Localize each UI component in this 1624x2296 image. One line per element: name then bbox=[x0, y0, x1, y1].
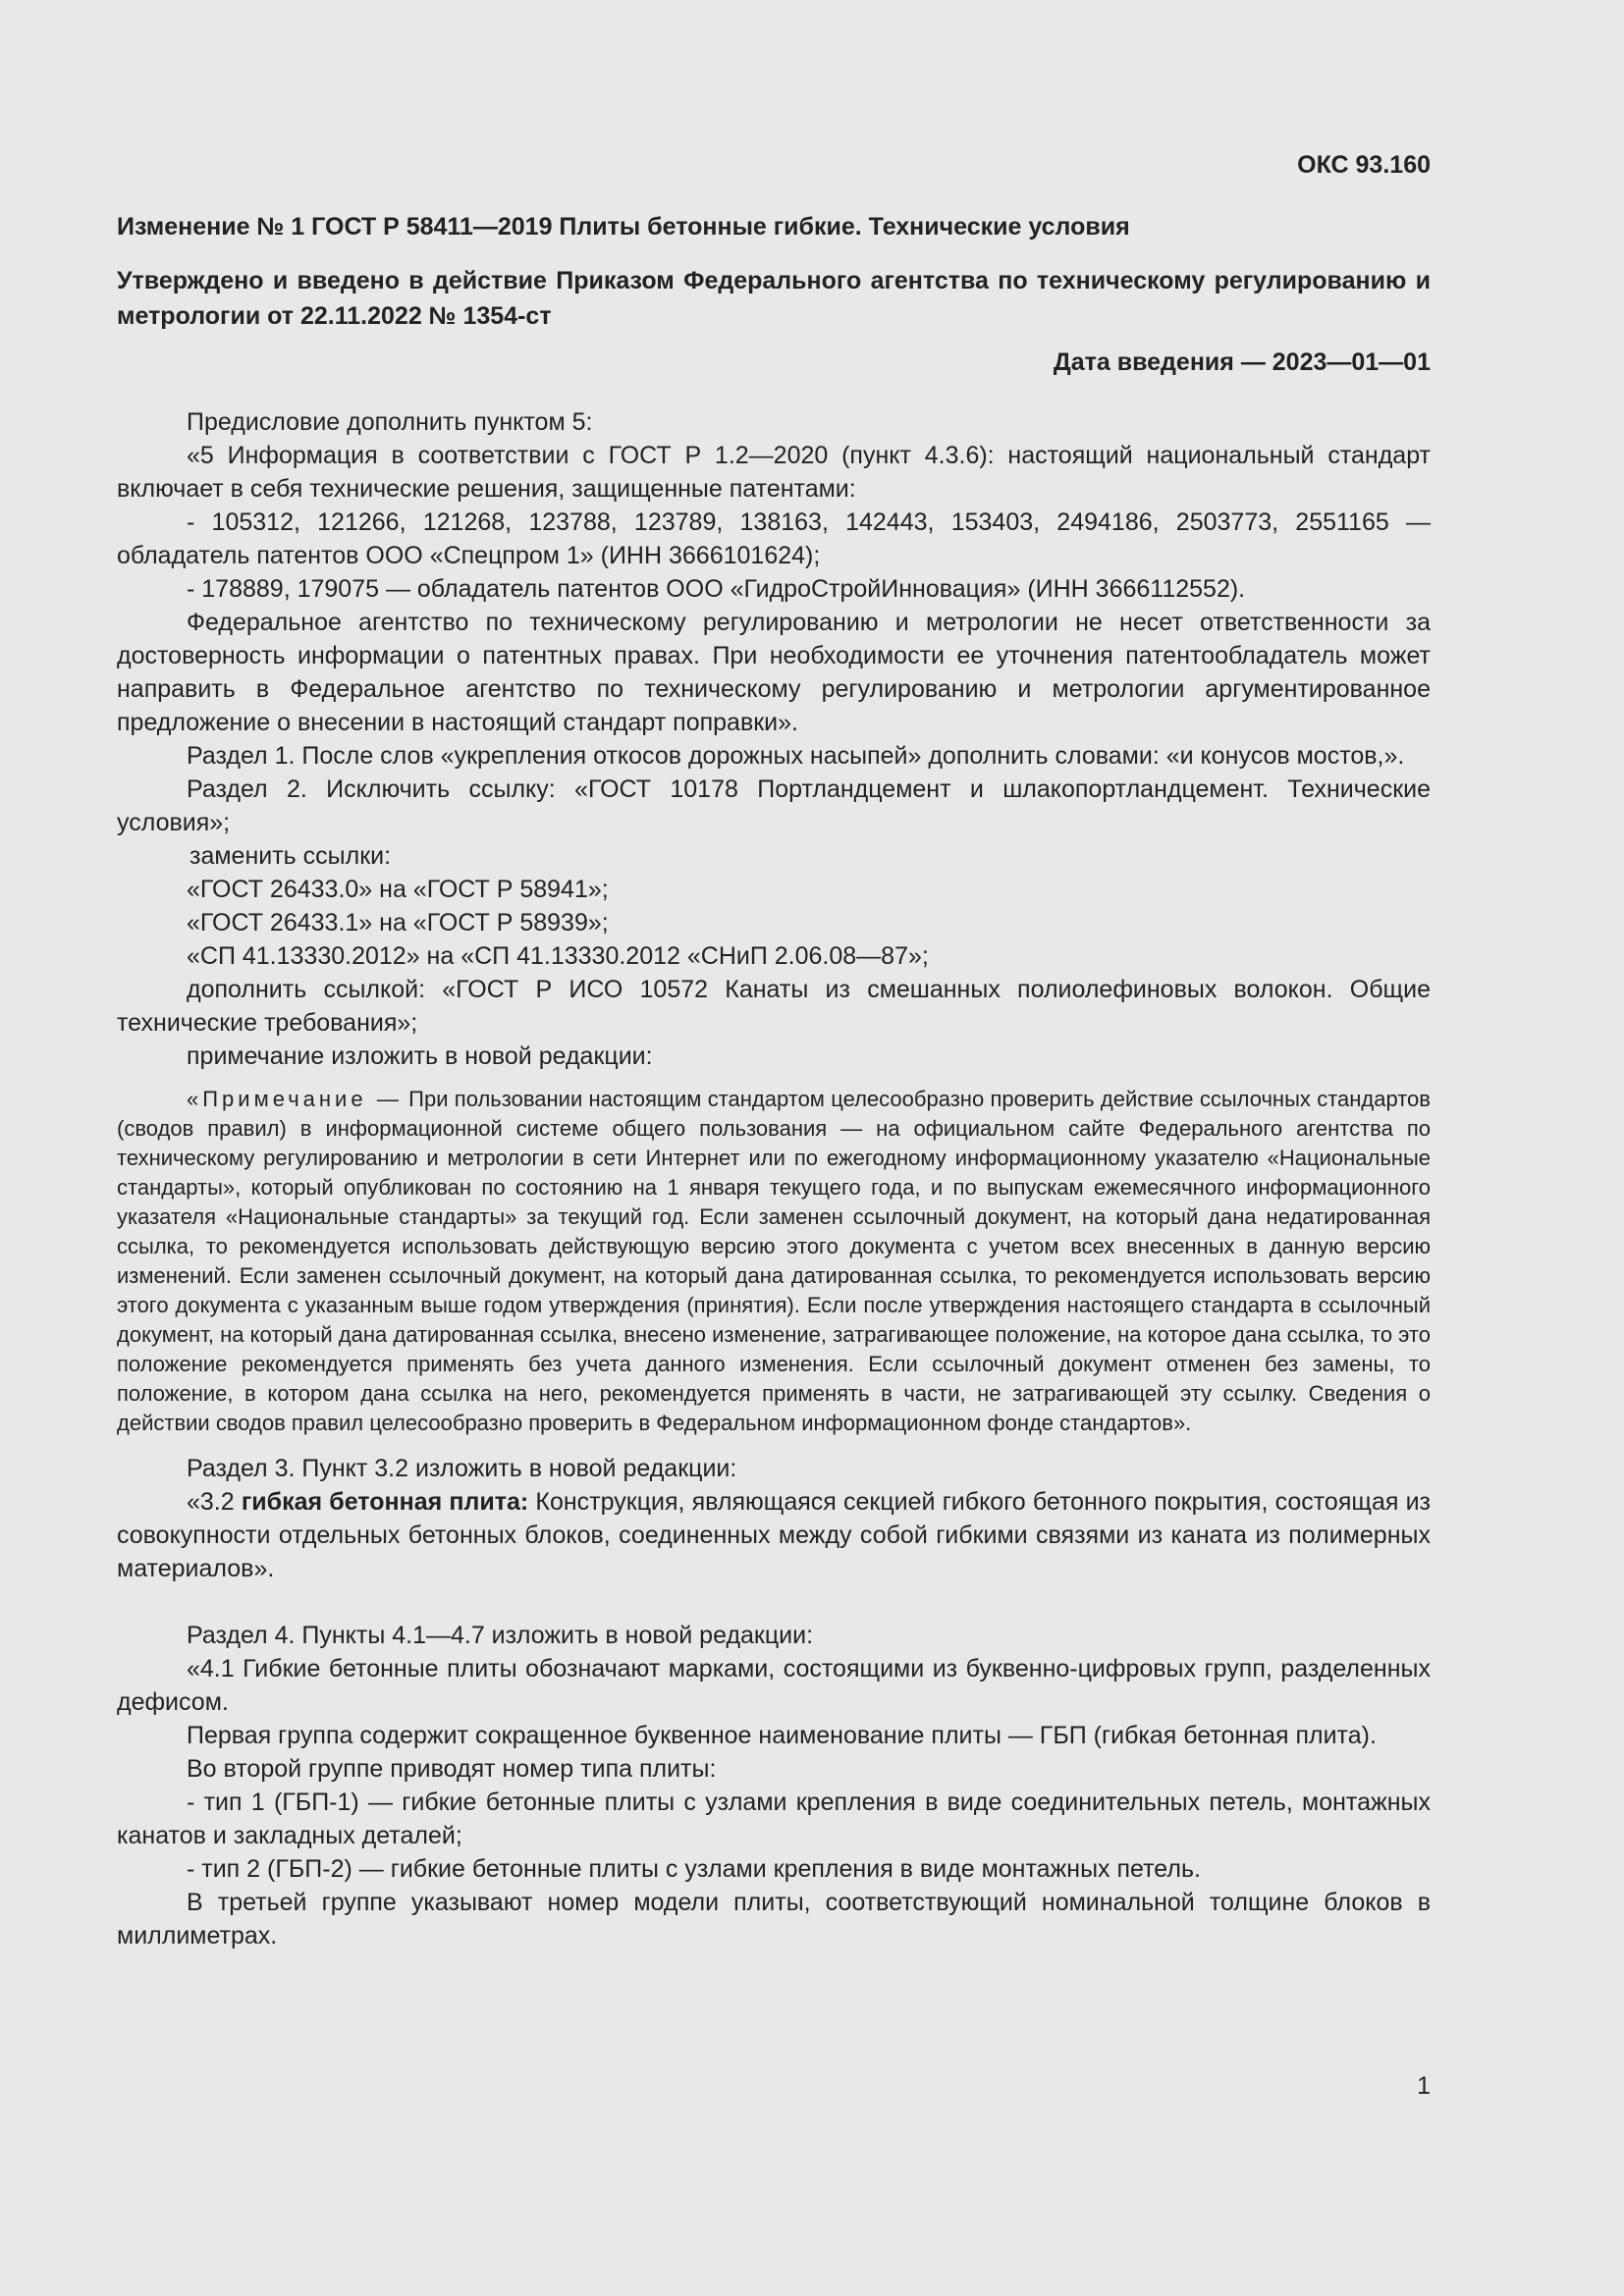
paragraph: Раздел 4. Пункты 4.1—4.7 изложить в новой редакции: bbox=[187, 1622, 814, 1649]
paragraph: заменить ссылки: bbox=[189, 842, 392, 870]
page-number: 1 bbox=[1417, 2072, 1431, 2100]
approval-statement: Утверждено и введено в действие Приказом Федерального агентства по техническому регулированию и метрологии от 22.11.2022 № 1354-ст bbox=[117, 267, 1431, 330]
paragraph: «ГОСТ 26433.0» на «ГОСТ Р 58941»; bbox=[187, 876, 609, 903]
paragraph: «СП 41.13330.2012» на «СП 41.13330.2012 «СНиП 2.06.08—87»; bbox=[187, 942, 929, 970]
note-paragraph bbox=[117, 1085, 1431, 1438]
paragraph: - 105312, 121266, 121268, 123788, 123789, 138163, 142443, 153403, 2494186, 2503773, 2551165 — обладатель патентов ООО «Спецпром 1» (ИНН 3666101624); bbox=[117, 508, 1431, 569]
note-block bbox=[117, 1085, 1431, 1438]
paragraph: Раздел 1. После слов «укрепления откосов дорожных насыпей» дополнить словами: «и конусов мостов,». bbox=[187, 742, 1405, 770]
paragraph: Федеральное агентство по техническому регулированию и метрологии не несет ответственности за достоверность информации о патентных правах. При необходимости ее уточнения патентообладатель может направить в Федеральное агентство по техническому регулированию и метрологии аргументированное предложение о внесении в настоящий стандарт поправки». bbox=[117, 609, 1431, 736]
defined-term: гибкая бетонная плита: bbox=[241, 1488, 529, 1516]
paragraph: Раздел 3. Пункт 3.2 изложить в новой редакции: bbox=[187, 1455, 737, 1482]
paragraph: дополнить ссылкой: «ГОСТ Р ИСО 10572 Канаты из смешанных полиолефиновых волокон. Общие технические требования»; bbox=[117, 976, 1431, 1037]
document-body bbox=[117, 405, 1431, 1952]
paragraph: примечание изложить в новой редакции: bbox=[187, 1042, 653, 1070]
oks-code: ОКС 93.160 bbox=[1297, 151, 1431, 179]
paragraph: - тип 2 (ГБП-2) — гибкие бетонные плиты с узлами крепления в виде монтажных петель. bbox=[187, 1855, 1201, 1883]
clause-number: «3.2 bbox=[187, 1488, 235, 1516]
note-label: «Примечание — bbox=[187, 1087, 403, 1111]
paragraph: В третьей группе указывают номер модели плиты, соответствующий номинальной толщине блоков в миллиметрах. bbox=[117, 1889, 1431, 1949]
document-title: Изменение № 1 ГОСТ Р 58411—2019 Плиты бетонные гибкие. Технические условия bbox=[117, 213, 1130, 240]
paragraph: Раздел 2. Исключить ссылку: «ГОСТ 10178 Портландцемент и шлакопортландцемент. Технические условия»; bbox=[117, 775, 1431, 836]
note-text: При пользовании настоящим стандартом целесообразно проверить действие ссылочных стандартов (сводов правил) в информационной системе общего пользования — на официальном сайте Федерального агентства по техническому регулированию и метрологии в сети Интернет или по ежегодному информационному указателю «Национальные стандарты», который опубликован по состоянию на 1 января текущего года, и по выпускам ежемесячного информационного указателя «Национальные стандарты» за текущий год. Если заменен ссылочный документ, на который дана недатированная ссылка, то рекомендуется использовать действующую версию этого документа с учетом всех внесенных в данную версию изменений. Если заменен ссылочный документ, на который дана датированная ссылка, то рекомендуется использовать версию этого документа с указанным выше годом утверждения (принятия). Если после утверждения настоящего стандарта в ссылочный документ, на который дана датированная ссылка, внесено изменение, затрагивающее положение, на которое дана ссылка, то это положение рекомендуется применять без учета данного изменения. Если ссылочный документ отменен без замены, то положение, в котором дана ссылка на него, рекомендуется применять в части, не затрагивающей эту ссылку. Сведения о действии сводов правил целесообразно проверить в Федеральном информационном фонде стандартов». bbox=[117, 1087, 1431, 1435]
paragraph bbox=[117, 1485, 1431, 1585]
definition-text: Конструкция, являющаяся секцией гибкого бетонного покрытия, состоящая из совокупности отдельных бетонных блоков, соединенных между собой гибкими связями из каната из полимерных материалов». bbox=[117, 1488, 1432, 1582]
paragraph: «5 Информация в соответствии с ГОСТ Р 1.2—2020 (пункт 4.3.6): настоящий национальный стандарт включает в себя технические решения, защищенные патентами: bbox=[117, 442, 1431, 503]
paragraph: Первая группа содержит сокращенное буквенное наименование плиты — ГБП (гибкая бетонная плита). bbox=[187, 1722, 1377, 1749]
paragraph: - тип 1 (ГБП-1) — гибкие бетонные плиты с узлами крепления в виде соединительных петель, монтажных канатов и закладных деталей; bbox=[117, 1789, 1431, 1849]
spacer bbox=[117, 1585, 1431, 1619]
paragraph: Во второй группе приводят номер типа плиты: bbox=[187, 1755, 717, 1783]
paragraph: «4.1 Гибкие бетонные плиты обозначают марками, состоящими из буквенно-цифровых групп, разделенных дефисом. bbox=[117, 1655, 1431, 1716]
paragraph: «ГОСТ 26433.1» на «ГОСТ Р 58939»; bbox=[187, 909, 609, 936]
paragraph: - 178889, 179075 — обладатель патентов ООО «ГидроСтройИнновация» (ИНН 3666112552). bbox=[187, 575, 1246, 603]
introduction-date: Дата введения — 2023—01—01 bbox=[1053, 348, 1431, 376]
paragraph: Предисловие дополнить пунктом 5: bbox=[187, 408, 593, 436]
